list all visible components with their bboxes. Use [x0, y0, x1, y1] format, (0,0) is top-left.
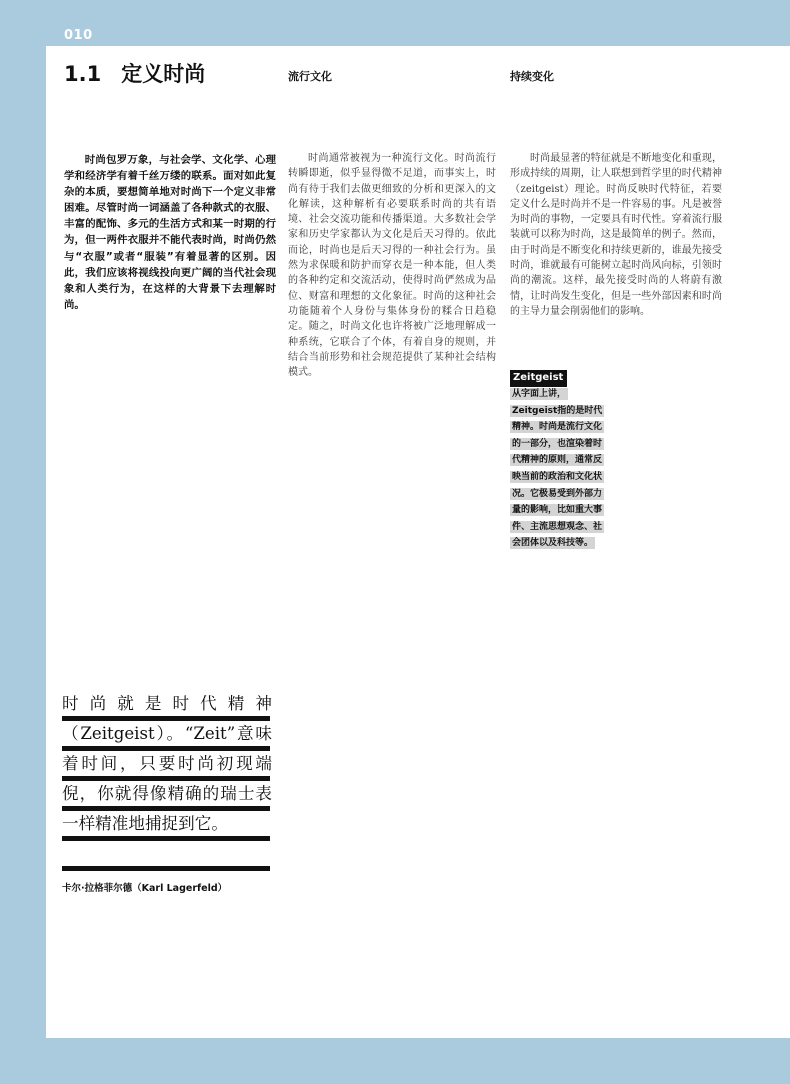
quote-rule [62, 746, 270, 751]
zeitgeist-sidebar-text: 从字面上讲，Zeitgeist指的是时代精神。时尚是流行文化的一部分，也渲染着时代精神的原则，通常反映当前的政治和文化状况。它极易受到外部力量的影响，比如重大事件、主流思想观念、社会团体以及科技等。 [512, 389, 603, 549]
right-column-heading: 持续变化 [510, 70, 554, 83]
page-number: 010 [64, 28, 93, 43]
pull-quote: 时尚就是时代精神（Zeitgeist）。“Zeit”意味着时间，只要时尚初现端倪，你就得像精确的瑞士表一样精准地捕捉到它。 [62, 694, 272, 833]
quote-rule [62, 836, 270, 841]
quote-rule [62, 776, 270, 781]
section-title [64, 58, 205, 88]
zeitgeist-sidebar-heading: Zeitgeist [510, 370, 567, 387]
continuous-change-paragraph: 时尚最显著的特征就是不断地变化和重现，形成持续的周期，让人联想到哲学里的时代精神（zeitgeist）理论。时尚反映时代特征，若要定义什么是时尚并不是一件容易的事。凡是被誉为时尚的事物，一定要具有时代性。穿着流行服装就可以称为时尚，这是最简单的例子。然而，由于时尚是不断变化和持续更新的，谁最先接受时尚，谁就最有可能树立起时尚风向标，引领时尚的潮流。这样，最先接受时尚的人将蔚有激情，让时尚发生变化，但是一些外部因素和时尚的主导力量会削弱他们的影响。 [510, 153, 722, 317]
section-title-text: 定义时尚 [121, 62, 206, 86]
popular-culture-paragraph: 时尚通常被视为一种流行文化。时尚流行转瞬即逝，似乎显得微不足道，而事实上，时尚有待于我们去做更细致的分析和更深入的文化解读，这种解析有必要联系时尚的共有语境、社会交流功能和传播渠道。大多数社会学家和历史学家都认为文化是后天习得的。依此而论，时尚也是后天习得的一种社会行为。虽然为求保暖和防护而穿衣是一种本能，但人类的各种约定和交流活动，使得时尚俨然成为品位、财富和理想的文化象征。时尚的这种社会功能随着个人身份与集体身份的糅合日趋稳定。随之，时尚文化也许将被广泛地理解成一种系统，它联合了个体，有着自身的规则，并结合当前形势和社会规范提供了某种社会结构模式。 [288, 153, 496, 379]
quote-author: 卡尔·拉格菲尔德（Karl Lagerfeld） [62, 883, 228, 894]
quote-rule [62, 716, 270, 721]
intro-paragraph: 时尚包罗万象，与社会学、文化学、心理学和经济学有着千丝万缕的联系。面对如此复杂的本质，要想简单地对时尚下一个定义非常困难。尽管时尚一词涵盖了各种款式的衣服、丰富的配饰、多元的生活方式和某一时期的行为，但一两件衣服并不能代表时尚，时尚仍然与“衣服”或者“服装”有着显著的区别。因此，我们应该将视线投向更广阔的当代社会现象和人类行为，在这样的大背景下去理解时尚。 [64, 154, 276, 311]
zeitgeist-sidebar [510, 386, 608, 552]
section-number: 1.1 [64, 62, 102, 86]
quote-rule [62, 866, 270, 871]
quote-rule [62, 806, 270, 811]
middle-column-heading: 流行文化 [288, 70, 332, 83]
